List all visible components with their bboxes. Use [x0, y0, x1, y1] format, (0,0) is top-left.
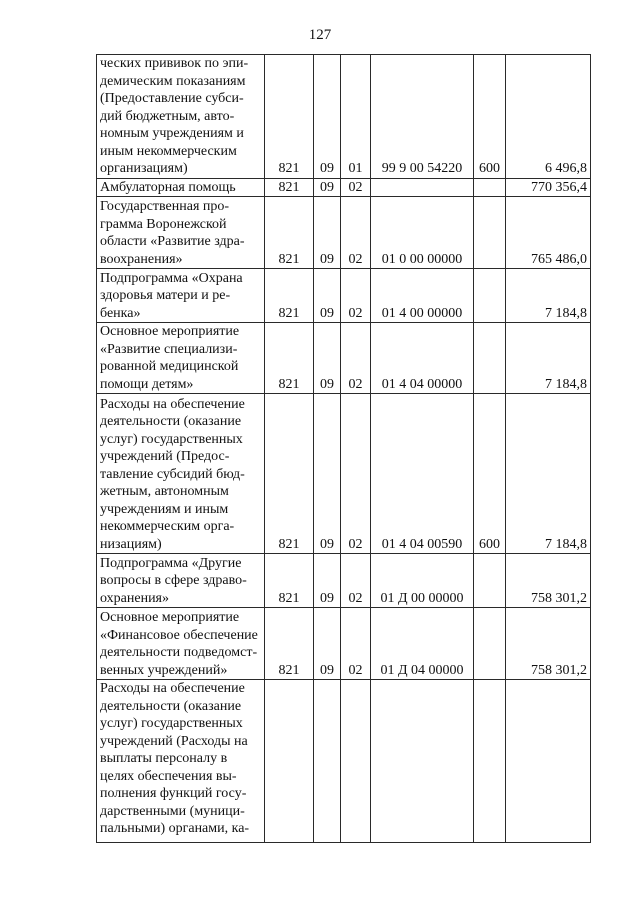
- subsection-code-cell: 02: [341, 554, 371, 608]
- target-article-cell: 01 0 00 00000: [371, 197, 474, 269]
- subsection-code-cell: 02: [341, 394, 371, 554]
- section-code-cell: 09: [314, 608, 341, 680]
- row-name-cell: Подпрограмма «Другие вопросы в сфере здраво- охранения»: [97, 554, 265, 608]
- amount-cell: 758 301,2: [506, 608, 591, 680]
- subsection-code-cell: 02: [341, 323, 371, 394]
- amount-cell: 6 496,8: [506, 55, 591, 179]
- target-article-cell: 01 4 00 00000: [371, 269, 474, 323]
- section-code-cell: 09: [314, 323, 341, 394]
- expense-type-cell: 600: [474, 55, 506, 179]
- target-article-cell: 01 Д 00 00000: [371, 554, 474, 608]
- section-code-cell: 09: [314, 197, 341, 269]
- target-article-cell: 99 9 00 54220: [371, 55, 474, 179]
- target-article-cell: [371, 178, 474, 197]
- expense-type-cell: [474, 680, 506, 843]
- target-article-cell: 01 4 04 00590: [371, 394, 474, 554]
- table-row: [97, 554, 591, 608]
- ved-code-cell: 821: [265, 554, 314, 608]
- table-row: [97, 178, 591, 197]
- table-row: [97, 269, 591, 323]
- row-name-cell: Основное мероприятие «Финансовое обеспечение деятельности подведомст- венных учреждений»: [97, 608, 265, 680]
- subsection-code-cell: 01: [341, 55, 371, 179]
- amount-cell: 7 184,8: [506, 269, 591, 323]
- ved-code-cell: 821: [265, 269, 314, 323]
- amount-cell: 758 301,2: [506, 554, 591, 608]
- amount-cell: 7 184,8: [506, 323, 591, 394]
- row-name-cell: Расходы на обеспечение деятельности (оказание услуг) государственных учреждений (Предос- тавление субсидий бюд- жетным, автономным учреждениям и иным некоммерческим орга- низациям): [97, 394, 265, 554]
- expense-type-cell: [474, 608, 506, 680]
- amount-cell: [506, 680, 591, 843]
- table-row: [97, 197, 591, 269]
- subsection-code-cell: [341, 680, 371, 843]
- target-article-cell: 01 4 04 00000: [371, 323, 474, 394]
- budget-table: [96, 54, 591, 843]
- subsection-code-cell: 02: [341, 178, 371, 197]
- table-row: [97, 680, 591, 843]
- row-name-cell: ческих прививок по эпи- демическим показаниям (Предоставление субси- дий бюджетным, авто- номным учреждениям и иным некоммерческим организациям): [97, 55, 265, 179]
- row-name-cell: Амбулаторная помощь: [97, 178, 265, 197]
- target-article-cell: [371, 680, 474, 843]
- row-name-cell: Подпрограмма «Охрана здоровья матери и ре- бенка»: [97, 269, 265, 323]
- ved-code-cell: 821: [265, 197, 314, 269]
- table-row: [97, 394, 591, 554]
- amount-cell: 7 184,8: [506, 394, 591, 554]
- ved-code-cell: 821: [265, 323, 314, 394]
- expense-type-cell: [474, 554, 506, 608]
- table-row: [97, 608, 591, 680]
- row-name-cell: Расходы на обеспечение деятельности (оказание услуг) государственных учреждений (Расходы на выплаты персоналу в целях обеспечения вы- полнения функций госу- дарственными (муници- пальными) органами, ка-: [97, 680, 265, 843]
- expense-type-cell: [474, 323, 506, 394]
- target-article-cell: 01 Д 04 00000: [371, 608, 474, 680]
- row-name-cell: Основное мероприятие «Развитие специализи- рованной медицинской помощи детям»: [97, 323, 265, 394]
- subsection-code-cell: 02: [341, 197, 371, 269]
- ved-code-cell: 821: [265, 394, 314, 554]
- ved-code-cell: 821: [265, 55, 314, 179]
- expense-type-cell: [474, 178, 506, 197]
- amount-cell: 770 356,4: [506, 178, 591, 197]
- subsection-code-cell: 02: [341, 269, 371, 323]
- section-code-cell: 09: [314, 269, 341, 323]
- expense-type-cell: [474, 197, 506, 269]
- amount-cell: 765 486,0: [506, 197, 591, 269]
- row-name-cell: Государственная про- грамма Воронежской области «Развитие здра- воохранения»: [97, 197, 265, 269]
- table-row: [97, 323, 591, 394]
- page-number: 127: [308, 27, 332, 43]
- subsection-code-cell: 02: [341, 608, 371, 680]
- section-code-cell: 09: [314, 394, 341, 554]
- ved-code-cell: 821: [265, 178, 314, 197]
- section-code-cell: [314, 680, 341, 843]
- table-row: [97, 55, 591, 179]
- expense-type-cell: [474, 269, 506, 323]
- ved-code-cell: [265, 680, 314, 843]
- expense-type-cell: 600: [474, 394, 506, 554]
- ved-code-cell: 821: [265, 608, 314, 680]
- section-code-cell: 09: [314, 178, 341, 197]
- section-code-cell: 09: [314, 55, 341, 179]
- section-code-cell: 09: [314, 554, 341, 608]
